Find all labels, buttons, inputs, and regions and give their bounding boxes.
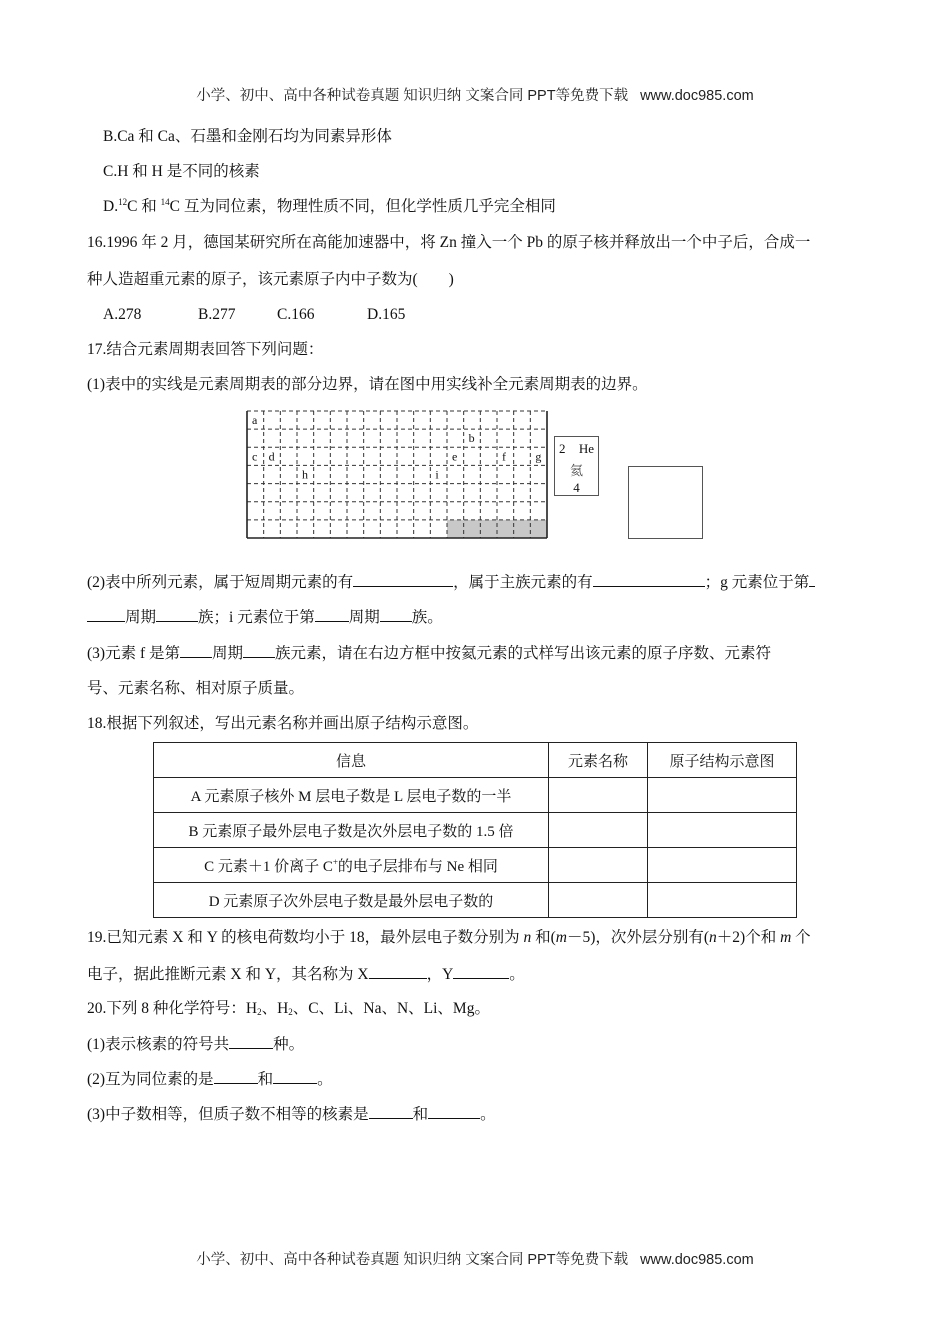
table-row: [154, 883, 797, 918]
blank-f-period[interactable]: [180, 643, 212, 658]
text: 族。: [411, 609, 443, 626]
text: ，属于主族元素的有: [453, 574, 593, 591]
element-label-b: b: [468, 431, 475, 446]
helium-symbol: He: [578, 441, 594, 456]
blank-f-group[interactable]: [243, 643, 275, 658]
var-n: n: [709, 929, 717, 946]
text: 电子，据此推断元素 X 和 Y，其名称为 X: [87, 966, 369, 983]
helium-atomic-number: 2: [559, 441, 566, 456]
text: 和: [412, 1106, 429, 1123]
q16-option-d[interactable]: D.165: [367, 306, 406, 323]
blank-i-group[interactable]: [380, 607, 412, 622]
element-label-a: a: [252, 413, 258, 427]
blank-isotope-1[interactable]: [214, 1069, 258, 1084]
info-cell: D 元素原子次外层电子数是最外层电子数的: [154, 883, 549, 918]
table-header-row: [154, 743, 797, 778]
q20-title: [87, 999, 490, 1019]
subscript: 2: [288, 1007, 293, 1017]
q20-part2: [87, 1069, 333, 1090]
text: 。: [317, 1071, 333, 1088]
text: 、C、Li、Na、N、Li、Mg。: [292, 1000, 490, 1017]
text: 19.已知元素 X 和 Y 的核电荷数均小于 18，最外层电子数分别为: [87, 929, 524, 946]
q16-options: [103, 305, 405, 325]
q16-option-a[interactable]: A.278: [103, 306, 142, 323]
mass-number-12: 12: [118, 197, 128, 207]
q17-part2-line1: [87, 572, 815, 593]
q17-title: 17.结合元素周期表回答下列问题：: [87, 341, 324, 358]
text: 族；i 元素位于第: [198, 609, 315, 626]
element-label-d: d: [268, 449, 275, 464]
q17-part3-line1: [87, 643, 771, 664]
text: 周期: [125, 609, 157, 626]
page-footer: [0, 1248, 950, 1269]
text: 周期: [348, 609, 380, 626]
q16-option-c[interactable]: C.166: [277, 306, 315, 323]
helium-name: 氦: [569, 464, 583, 479]
q17-part3-line2: 号、元素名称、相对原子质量。: [87, 680, 305, 697]
text: ，Y: [426, 966, 454, 983]
charge-superscript: +: [332, 856, 338, 867]
table-row: [154, 813, 797, 848]
element-label-f: f: [502, 449, 506, 464]
element-info-table: [153, 742, 797, 918]
text: 个: [791, 929, 811, 946]
name-cell[interactable]: [549, 883, 648, 918]
footer-url[interactable]: www.doc985.com: [640, 1252, 754, 1268]
name-cell[interactable]: [549, 848, 648, 883]
blank-y-name[interactable]: [453, 964, 509, 979]
blank-x-name[interactable]: [369, 964, 427, 979]
text: 周期: [212, 645, 244, 662]
element-label-i: i: [435, 467, 439, 482]
header-element-name: 元素名称: [549, 743, 648, 778]
subscript: 2: [257, 1007, 262, 1017]
q16-stem-line1: 16.1996 年 2 月，德国某研究所在高能加速器中，将 Zn 撞入一个 Pb 的原子核并释放出一个中子后，合成一: [87, 234, 811, 251]
diagram-cell[interactable]: [648, 848, 797, 883]
text: 的电子层排布与 Ne 相同: [337, 858, 498, 875]
text: ；g 元素位于第: [704, 574, 810, 591]
blank-short-period[interactable]: [353, 572, 453, 587]
text: 20.下列 8 种化学符号：H: [87, 1000, 258, 1017]
element-label-e: e: [452, 449, 458, 464]
page-header: [0, 84, 950, 105]
header-url[interactable]: www.doc985.com: [640, 88, 754, 104]
blank-main-group[interactable]: [593, 572, 705, 587]
text: 种。: [273, 1036, 305, 1053]
header-info: 信息: [154, 743, 549, 778]
footer-text: 小学、初中、高中各种试卷真题 知识归纳 文案合同 PPT等免费下载: [196, 1252, 629, 1268]
element-label-g: g: [535, 449, 542, 464]
name-cell[interactable]: [549, 778, 648, 813]
table-row: [154, 848, 797, 883]
q20-part3: [87, 1104, 496, 1125]
blank-g-period[interactable]: [87, 607, 125, 622]
blank-g-period-start[interactable]: [809, 572, 815, 587]
mass-number-14: 14: [160, 197, 170, 207]
text: 族元素，请在右边方框中按氦元素的式样写出该元素的原子序数、元素符: [275, 645, 772, 662]
blank-g-group[interactable]: [156, 607, 198, 622]
q19-line1: [87, 928, 811, 948]
info-cell: A 元素原子核外 M 层电子数是 L 层电子数的一半: [154, 778, 549, 813]
q20-part1: [87, 1034, 304, 1055]
blank-nuclide-2[interactable]: [428, 1104, 480, 1119]
text: －5)，次外层分别有(: [566, 929, 710, 946]
q15-option-b: B.Ca 和 Ca、石墨和金刚石均为同素异形体: [103, 128, 392, 145]
text: (2)表中所列元素，属于短周期元素的有: [87, 574, 354, 591]
info-cell: B 元素原子最外层电子数是次外层电子数的 1.5 倍: [154, 813, 549, 848]
opt-d-prefix: D.: [103, 198, 119, 215]
q17-part1: (1)表中的实线是元素周期表的部分边界，请在图中用实线补全元素周期表的边界。: [87, 376, 648, 393]
var-m: m: [780, 929, 792, 946]
text: C 元素＋1 价离子 C: [204, 858, 333, 875]
helium-sample-box: [554, 436, 599, 496]
header-structure-diagram: 原子结构示意图: [648, 743, 797, 778]
text: (1)表示核素的符号共: [87, 1036, 230, 1053]
table-row: [154, 778, 797, 813]
var-m: m: [555, 929, 567, 946]
q15-option-c: C.H 和 H 是不同的核素: [103, 163, 260, 180]
var-n: n: [523, 929, 532, 946]
q18-title: 18.根据下列叙述，写出元素名称并画出原子结构示意图。: [87, 715, 479, 732]
opt-d-mid: C 和: [127, 198, 161, 215]
element-f-answer-box[interactable]: [628, 466, 703, 539]
text: 。: [509, 966, 525, 983]
header-text: 小学、初中、高中各种试卷真题 知识归纳 文案合同 PPT等免费下载: [196, 88, 629, 104]
text: 和(: [531, 929, 556, 946]
q15-option-d: [103, 197, 556, 217]
helium-mass: 4: [573, 480, 580, 495]
text: 。: [480, 1106, 496, 1123]
shaded-cells: [447, 520, 547, 538]
blank-i-period[interactable]: [315, 607, 349, 622]
blank-isotope-2[interactable]: [273, 1069, 317, 1084]
opt-d-rest: C 互为同位素，物理性质不同，但化学性质几乎完全相同: [169, 198, 556, 215]
blank-nuclide-1[interactable]: [369, 1104, 413, 1119]
text: 和: [257, 1071, 274, 1088]
name-cell[interactable]: [549, 813, 648, 848]
diagram-cell[interactable]: [648, 883, 797, 918]
diagram-cell[interactable]: [648, 813, 797, 848]
q17-part2-line2: [87, 607, 443, 628]
text: (3)元素 f 是第: [87, 645, 180, 662]
text: ＋2)个和: [716, 929, 781, 946]
text: (3)中子数相等，但质子数不相等的核素是: [87, 1106, 369, 1123]
info-cell: [154, 848, 549, 883]
text: (2)互为同位素的是: [87, 1071, 214, 1088]
blank-nuclide-count[interactable]: [229, 1034, 273, 1049]
element-label-h: h: [302, 467, 308, 482]
q19-line2: [87, 964, 525, 985]
text: 、H: [261, 1000, 289, 1017]
periodic-table-grid: [246, 410, 548, 540]
element-label-c: c: [252, 449, 258, 464]
diagram-cell[interactable]: [648, 778, 797, 813]
q16-stem-line2: 种人造超重元素的原子，该元素原子内中子数为( ): [87, 271, 454, 288]
q16-option-b[interactable]: B.277: [198, 306, 236, 323]
